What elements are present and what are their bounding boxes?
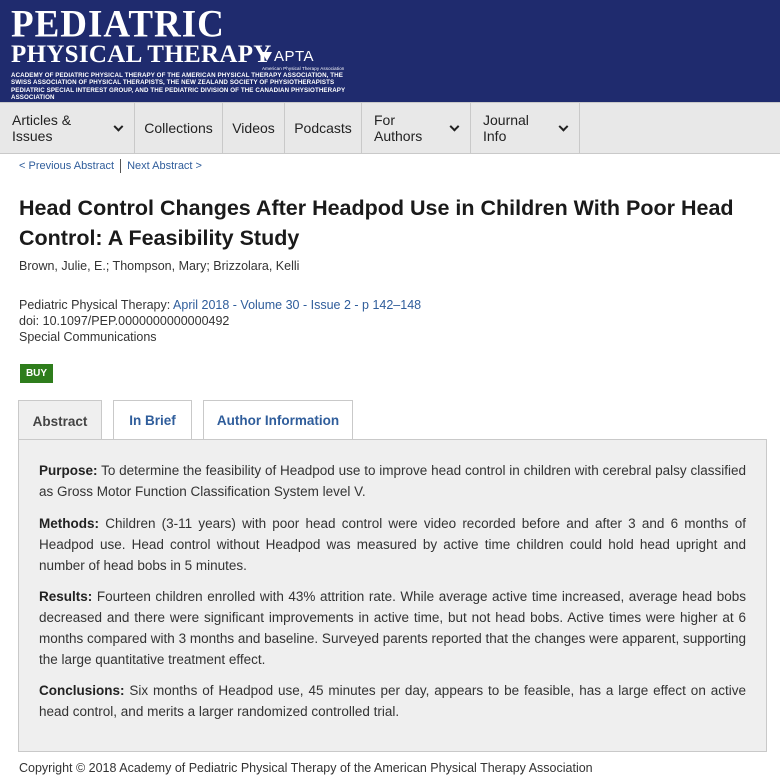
apta-mark-icon [262, 52, 272, 61]
purpose-text: To determine the feasibility of Headpod use to improve head control in children with cerebral palsy classified as Gross Motor Function Classification System level V. [39, 463, 746, 499]
site-header [0, 0, 780, 102]
abstract-results [39, 586, 746, 670]
abstract-purpose [39, 460, 746, 502]
abstract-panel [18, 439, 767, 752]
nav-for-authors[interactable] [362, 103, 471, 153]
chevron-down-icon [114, 121, 124, 131]
nav-articles-issues[interactable] [0, 103, 135, 153]
abstract-conclusions [39, 680, 746, 722]
results-text: Fourteen children enrolled with 43% attrition rate. While average active time increased, average head bobs decreased and there were significant improvements in active time, but not head bobs. Active times were higher at 6 months compared with 3 months and baseline. Surveyed parents reported that the changes were apparent, supporting the large quantitative treatment effect. [39, 589, 746, 667]
logo-title-line2: PHYSICAL THERAPY [11, 41, 272, 68]
methods-label: Methods: [39, 516, 99, 531]
logo-title-line1: PEDIATRIC [11, 2, 225, 47]
nav-videos[interactable] [223, 103, 285, 153]
nav-collections[interactable] [135, 103, 223, 153]
nav-label: For Authors [374, 112, 423, 144]
article-meta [19, 297, 421, 345]
results-label: Results: [39, 589, 93, 604]
main-nav [0, 102, 780, 154]
nav-journal-info[interactable] [471, 103, 580, 153]
article-doi: doi: 10.1097/PEP.0000000000000492 [19, 314, 230, 328]
nav-label: Journal Info [483, 112, 529, 144]
tab-label: Abstract [32, 413, 88, 429]
tab-label: In Brief [129, 413, 176, 428]
article-section: Special Communications [19, 330, 157, 344]
chevron-down-icon [450, 121, 460, 131]
apta-name: APTA [274, 48, 315, 65]
article-title: Head Control Changes After Headpod Use in Children With Poor Head Control: A Feasibility Study [19, 196, 734, 250]
pager-divider [120, 159, 121, 173]
chevron-down-icon [559, 121, 569, 131]
apta-logo[interactable] [262, 48, 344, 71]
previous-abstract-link[interactable]: < Previous Abstract [19, 160, 115, 172]
abstract-methods [39, 513, 746, 576]
logo-subtitle: ACADEMY OF PEDIATRIC PHYSICAL THERAPY OF THE AMERICAN PHYSICAL THERAPY ASSOCIATION, THE SWISS ASSOCIATION OF PHYSICAL THERAPISTS, THE NEW ZEALAND SOCIETY OF PHYSIOTHERAPISTS PEDIATRIC SPECIAL INTEREST GROUP, AND THE PEDIATRIC DIVISION OF THE CANADIAN PHYSIOTHERAPY ASSOCIATION [11, 72, 346, 102]
nav-label: Podcasts [294, 120, 352, 136]
buy-button[interactable]: BUY [20, 364, 53, 383]
journal-name: Pediatric Physical Therapy: [19, 298, 171, 312]
nav-podcasts[interactable] [285, 103, 362, 153]
tab-label: Author Information [216, 413, 340, 428]
tab-abstract[interactable] [18, 400, 102, 441]
nav-label: Articles & Issues [12, 112, 72, 144]
conclusions-label: Conclusions: [39, 683, 125, 698]
issue-citation-link[interactable]: April 2018 - Volume 30 - Issue 2 - p 142–148 [173, 298, 422, 312]
article-authors: Brown, Julie, E.; Thompson, Mary; Brizzolara, Kelli [19, 259, 300, 273]
tab-author-information[interactable] [203, 400, 353, 440]
nav-label: Collections [144, 120, 213, 136]
copyright-notice: Copyright © 2018 Academy of Pediatric Physical Therapy of the American Physical Therapy Association [19, 761, 593, 775]
methods-text: Children (3-11 years) with poor head control were video recorded before and after 3 and 6 months of Headpod use. Head control without Headpod was measured by active time children could hold head upright and number of head bobs in 5 minutes. [39, 516, 746, 573]
purpose-label: Purpose: [39, 463, 98, 478]
nav-label: Videos [232, 120, 275, 136]
conclusions-text: Six months of Headpod use, 45 minutes per day, appears to be feasible, has a large effect on active head control, and merits a larger randomized controlled trial. [39, 683, 746, 719]
next-abstract-link[interactable]: Next Abstract > [127, 160, 202, 172]
abstract-pager [19, 159, 202, 173]
tab-in-brief[interactable] [113, 400, 192, 440]
apta-subtitle: American Physical Therapy Association [262, 66, 345, 71]
